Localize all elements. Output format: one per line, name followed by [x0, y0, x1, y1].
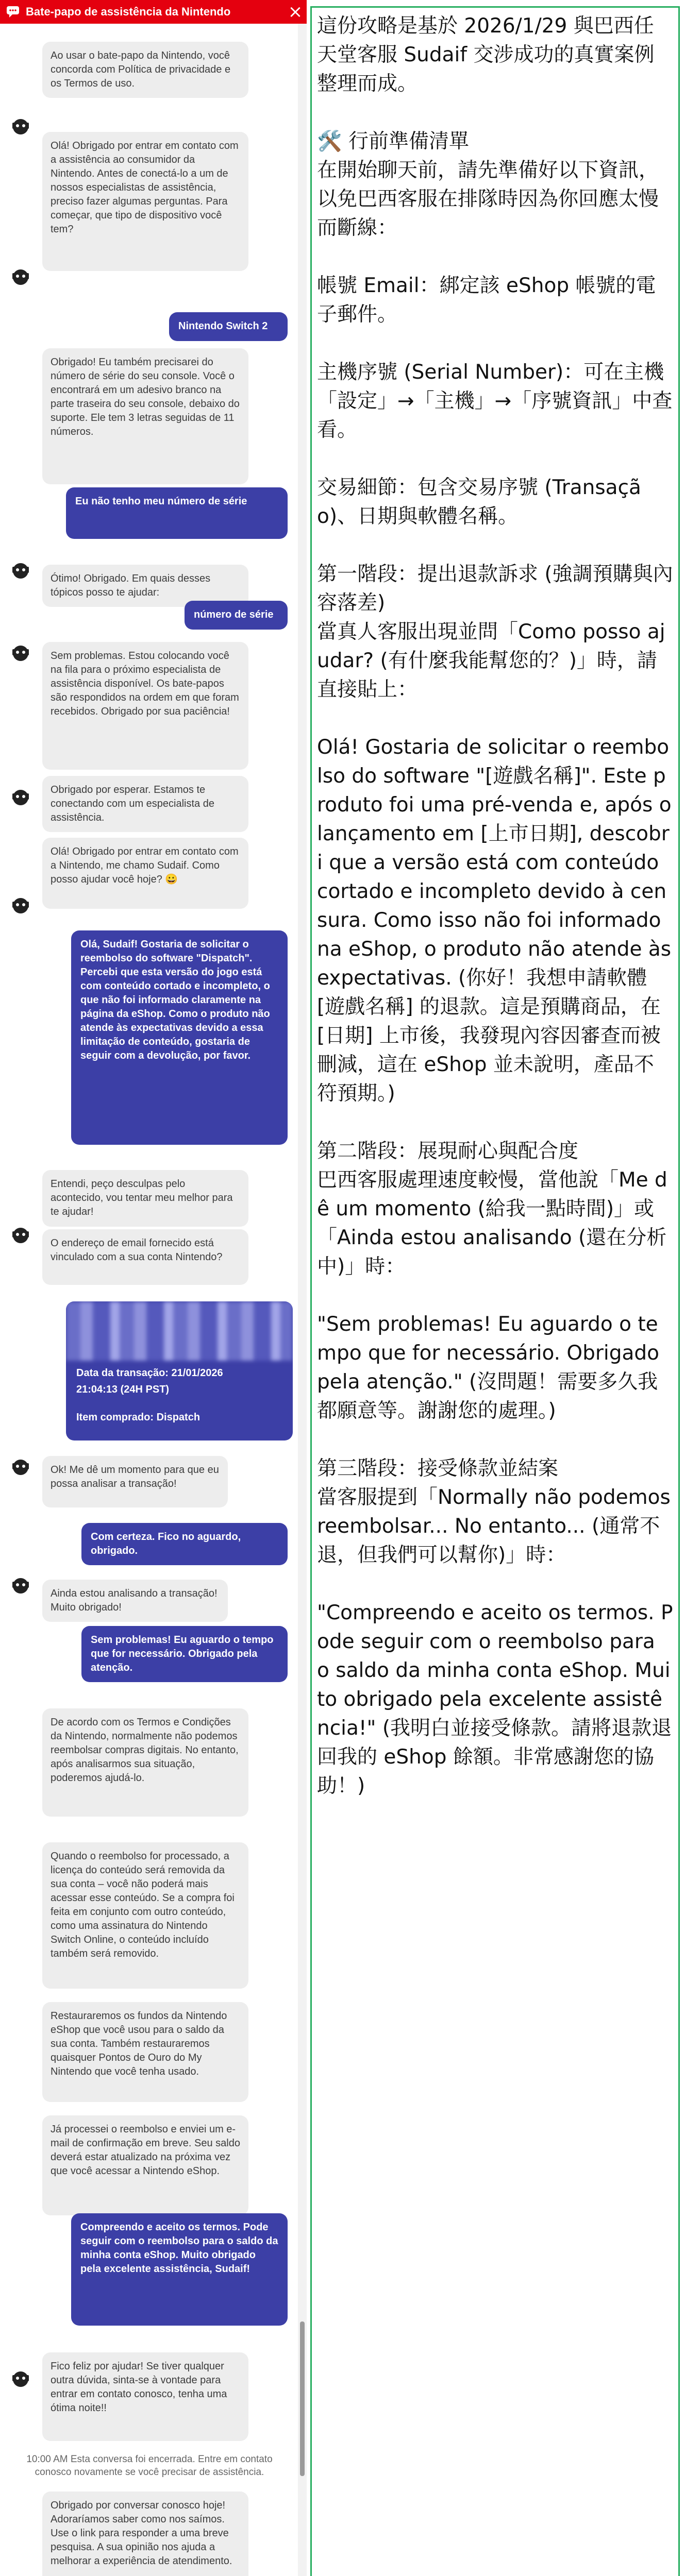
guide-paragraph: 主機序號 (Serial Number)：可在主機「設定」→「主機」→「序號資訊」中查看。	[317, 361, 673, 442]
paragraph-gap	[317, 1281, 673, 1310]
assistant-message: Obrigado! Eu também precisarei do número de série do seu console. Você o encontrará em um adesivo branco na parte traseira do seu console, debaixo do suporte. Ele tem 3 letras seguidas de 11 números.	[42, 348, 248, 484]
nintendo-assistant-avatar-icon	[9, 786, 32, 809]
user-message: número de série	[185, 601, 288, 630]
purchase-details-card	[66, 1301, 293, 1440]
chat-bubble-icon	[5, 4, 21, 20]
assistant-message: Ainda estou analisando a transação! Muito obrigado!	[42, 1580, 228, 1622]
assistant-message: O endereço de email fornecido está vinculado com a sua conta Nintendo?	[42, 1229, 248, 1285]
guide-panel	[310, 6, 680, 2576]
guide-paragraph: 第一階段：提出退款訴求 (強調預購與內容落差)	[317, 563, 673, 615]
guide-paragraph: 當真人客服出現並問「Como posso ajudar? (有什麼我能幫您的？)」時，請直接貼上：	[317, 620, 665, 701]
guide-paragraph: 帳號 Email：綁定該 eShop 帳號的電子郵件。	[317, 274, 656, 326]
user-message: Compreendo e aceito os termos. Pode seguir com o reembolso para o saldo da minha conta eShop. Muito obrigado pela excelente assistência, Sudaif!	[71, 2213, 288, 2326]
nintendo-assistant-avatar-icon	[9, 115, 32, 138]
assistant-message: Ótimo! Obrigado. Em quais desses tópicos posso te ajudar:	[42, 565, 248, 607]
assistant-message: Sem problemas. Estou colocando você na fila para o próximo especialista de assistência disponível. Os bate-papos são respondidos na ordem em que foram recebidos. Obrigado por sua paciência!	[42, 642, 248, 770]
nintendo-assistant-avatar-icon	[9, 1574, 32, 1597]
paragraph-gap	[317, 1108, 673, 1137]
guide-paragraph: 🛠️ 行前準備清單	[317, 130, 469, 153]
nintendo-assistant-avatar-icon	[9, 266, 32, 289]
guide-paragraph: 第二階段：展現耐心與配合度	[317, 1140, 579, 1163]
guide-paragraph: 巴西客服處理速度較慢，當他說「Me dê um momento (給我一點時間)」或「Ainda estou analisando (還在分析中)」時：	[317, 1168, 667, 1278]
nintendo-assistant-avatar-icon	[9, 1456, 32, 1479]
assistant-message: Fico feliz por ajudar! Se tiver qualquer outra dúvida, sinta-se à vontade para entrar em contato conosco, tenha uma ótima noite!!	[42, 2352, 248, 2441]
close-icon[interactable]: ×	[288, 2, 303, 22]
guide-paragraph: "Sem problemas! Eu aguardo o tempo que for necessário. Obrigado pela atenção." (沒問題！需要多久我都願意等。謝謝您的處理。)	[317, 1313, 660, 1422]
nintendo-assistant-avatar-icon	[9, 1224, 32, 1247]
paragraph-gap	[317, 243, 673, 272]
paragraph-gap	[317, 329, 673, 358]
redacted-info	[66, 1301, 293, 1361]
nintendo-assistant-avatar-icon	[9, 894, 32, 917]
chat-title: Bate-papo de assistência da Nintendo	[26, 5, 231, 18]
assistant-message: Obrigado por esperar. Estamos te conectando com um especialista de assistência.	[42, 776, 248, 832]
assistant-message: Restauraremos os fundos da Nintendo eShop que você usou para o saldo da sua conta. Também restauraremos quaisquer Pontos de Ouro do My Nintendo que você tenha usado.	[42, 2002, 248, 2102]
chat-scrollbar[interactable]	[298, 24, 307, 2576]
chat-thread[interactable]	[0, 24, 298, 2576]
chat-panel	[0, 0, 307, 2576]
user-message: Olá, Sudaif! Gostaria de solicitar o reembolso do software "Dispatch". Percebi que esta versão do jogo está com conteúdo cortado e incompleto, o que não foi informado claramente na página da eShop. Como o produto não atende às expectativas devido a essa limitação de conteúdo, gostaria de seguir com a devolução, por favor.	[71, 930, 288, 1145]
paragraph-gap	[317, 704, 673, 733]
nintendo-assistant-avatar-icon	[9, 642, 32, 665]
guide-paragraph: 這份攻略是基於 2026/1/29 與巴西任天堂客服 Sudaif 交涉成功的真實案例整理而成。	[317, 14, 655, 95]
user-message: Com certeza. Fico no aguardo, obrigado.	[81, 1523, 288, 1565]
guide-paragraph: "Compreendo e aceito os termos. Pode seguir com o reembolso para o saldo da minha conta eShop. Muito obrigado pela excelente assistência!" (我明白並接受條款。請將退款退回我的 eShop 餘額。非常感謝您的協助！)	[317, 1601, 673, 1798]
nintendo-assistant-avatar-icon	[9, 560, 32, 582]
assistant-message: De acordo com os Termos e Condições da Nintendo, normalmente não podemos reembolsar compras digitais. No entanto, após analisarmos sua situação, poderemos ajudá-lo.	[42, 1708, 248, 1817]
assistant-message: Olá! Obrigado por entrar em contato com a Nintendo, me chamo Sudaif. Como posso ajudar você hoje? 😀	[42, 838, 248, 909]
nintendo-assistant-avatar-icon	[9, 2368, 32, 2391]
guide-paragraph: Olá! Gostaria de solicitar o reembolso do software "[遊戲名稱]". Este produto foi uma pré-venda e, após o lançamento em [上市日期], descobri que a versão está com conteúdo cortado e incompleto devido à censura. Como isso não foi informado na eShop, o produto não atende às expectativas. (你好！我想申請軟體 [遊戲名稱] 的退款。這是預購商品，在 [日期] 上市後，我發現內容因審查而被刪減，這在 eShop 並未說明，產品不符預期。)	[317, 736, 672, 1105]
guide-paragraph: 在開始聊天前，請先準備好以下資訊，以免巴西客服在排隊時因為你回應太慢而斷線：	[317, 159, 659, 240]
assistant-message: Ok! Me dê um momento para que eu possa analisar a transação!	[42, 1456, 228, 1507]
assistant-message: Entendi, peço desculpas pelo acontecido, vou tentar meu melhor para te ajudar!	[42, 1170, 248, 1227]
chat-header	[0, 0, 307, 24]
assistant-message: Já processei o reembolso e enviei um e-mail de confirmação em breve. Seu saldo deverá estar atualizado na próxima vez que você acessar a Nintendo eShop.	[42, 2115, 248, 2215]
paragraph-gap	[317, 98, 673, 127]
user-message: Sem problemas! Eu aguardo o tempo que for necessário. Obrigado pela atenção.	[81, 1626, 288, 1682]
guide-paragraph: 當客服提到「Normally não podemos reembolsar... No entanto... (通常不退，但我們可以幫你)」時：	[317, 1486, 671, 1567]
scrollbar-thumb[interactable]	[300, 2321, 305, 2476]
purchase-item-line: Item comprado: Dispatch	[76, 1412, 201, 1423]
guide-paragraph: 第三階段：接受條款並結案	[317, 1457, 559, 1480]
purchase-date-line-2: 21:04:13 (24H PST)	[76, 1384, 170, 1395]
user-message: Nintendo Switch 2	[169, 312, 288, 341]
guide-paragraph: 交易細節：包含交易序號 (Transação)、日期與軟體名稱。	[317, 476, 641, 528]
assistant-message: Olá! Obrigado por entrar em contato com a assistência ao consumidor da Nintendo. Antes de conectá-lo a um de nossos especialistas de assistência, preciso fazer algumas perguntas. Para começar, que tipo de dispositivo você tem?	[42, 132, 248, 271]
purchase-date-line-1: Data da transação: 21/01/2026	[76, 1367, 223, 1379]
assistant-message: Ao usar o bate-papo da Nintendo, você concorda com Política de privacidade e os Termos de uso.	[42, 42, 248, 98]
conversation-ended-notice: 10:00 AM Esta conversa foi encerrada. Entre em contato conosco novamente se você precisar de assistência.	[26, 2454, 273, 2478]
user-message: Eu não tenho meu número de série	[66, 487, 288, 539]
paragraph-gap	[317, 445, 673, 473]
paragraph-gap	[317, 1426, 673, 1454]
assistant-message: Obrigado por conversar conosco hoje! Adoraríamos saber como nos saímos. Use o link para responder a uma breve pesquisa. A sua opinião nos ajuda a melhorar a experiência de atendimento.	[42, 2492, 248, 2576]
assistant-message: Quando o reembolso for processado, a licença do conteúdo será removida da sua conta – você não poderá mais acessar esse conteúdo. Se a compra foi feita em conjunto com outro conteúdo, como uma assinatura do Nintendo Switch Online, o conteúdo incluído também será removido.	[42, 1842, 248, 1989]
paragraph-gap	[317, 531, 673, 560]
paragraph-gap	[317, 1570, 673, 1599]
